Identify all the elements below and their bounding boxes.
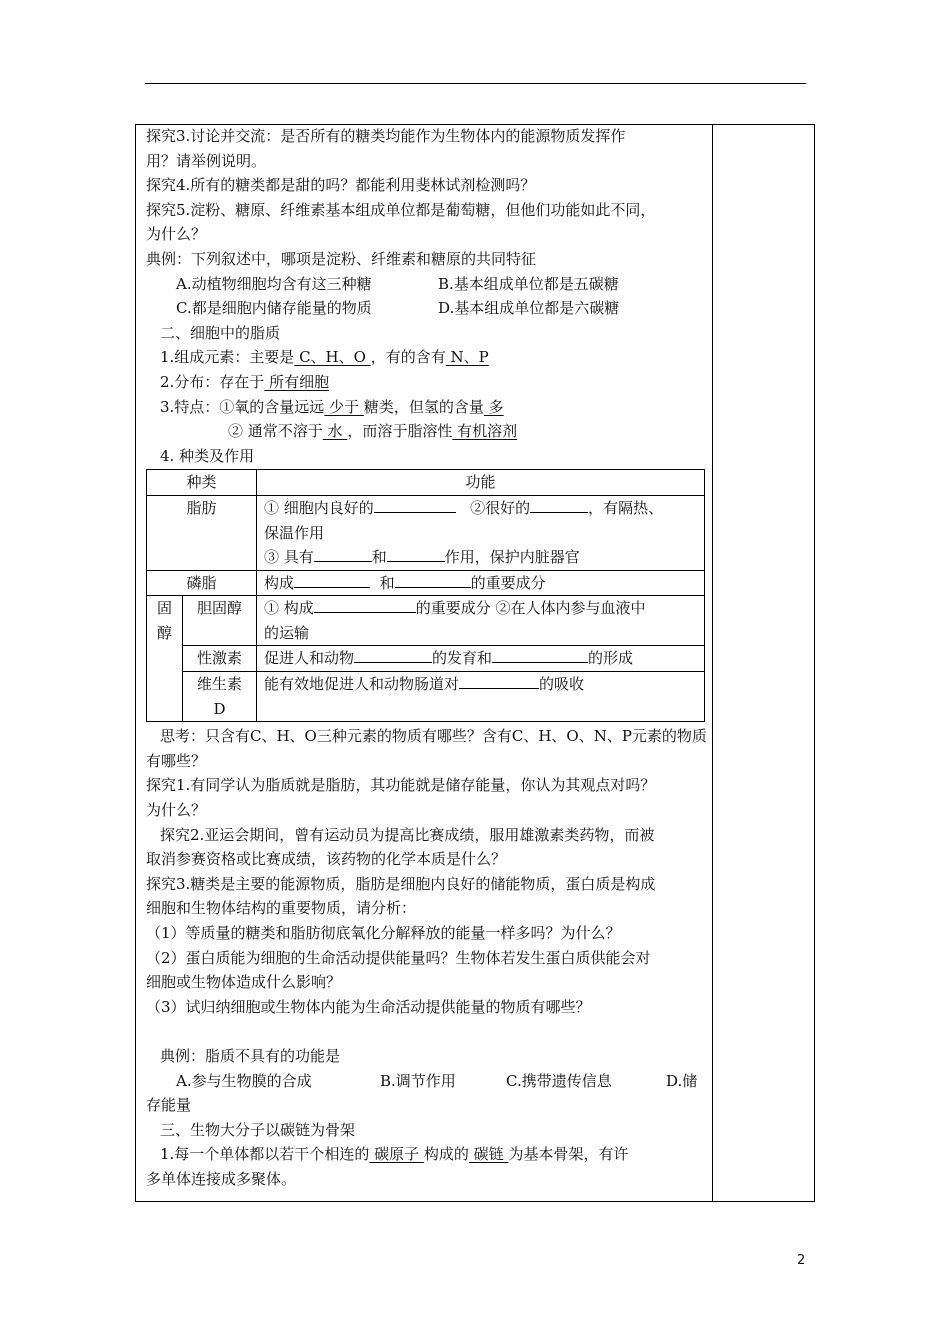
notes-column-divider xyxy=(712,124,713,1202)
fill-blank[interactable] xyxy=(387,547,445,562)
example1-stem: 典例：下列叙述中，哪项是淀粉、纤维素和糖原的共同特征 xyxy=(146,249,537,268)
q4-line: 探究4.所有的糖类都是甜的吗？都能利用斐林试剂检测吗？ xyxy=(146,176,536,195)
fill-blank[interactable] xyxy=(530,498,588,513)
lipid-distribution: 2.分布：存在于 所有细胞 xyxy=(160,372,330,391)
sub-question-1: （1）等质量的糖类和脂肪彻底氧化分解释放的能量一样多吗？为什么？ xyxy=(146,924,621,942)
header-function: 功能 xyxy=(257,470,705,496)
answer-np: N、P xyxy=(445,348,489,367)
think-line2: 有哪些？ xyxy=(146,751,207,770)
option-c: C.携带遗传信息 xyxy=(506,1071,612,1090)
answer-less: 少于 xyxy=(324,397,364,416)
row-fat-function: ① 细胞内良好的 ②很好的 ，有隔热、 保温作用 ③ 具有 和 作用，保护内脏器官 xyxy=(257,495,705,570)
option-c: C.都是细胞内储存能量的物质 xyxy=(176,299,372,318)
answer-more: 多 xyxy=(483,397,504,416)
option-d: D.储 xyxy=(666,1071,698,1090)
example2-options xyxy=(146,1069,706,1094)
carbon-chain-line2: 多单体连接成多聚体。 xyxy=(146,1169,297,1188)
lipid-heading: 二、细胞中的脂质 xyxy=(160,323,281,342)
row-cholesterol-label: 胆固醇 xyxy=(183,596,257,646)
carbon-chain-line1: 1.每一个单体都以若干个相连的 碳原子 构成的 碳链 为基本骨架，有许 xyxy=(160,1145,629,1164)
option-d: D.基本组成单位都是六碳糖 xyxy=(438,299,620,318)
header-type: 种类 xyxy=(147,470,257,496)
fill-blank[interactable] xyxy=(492,648,588,663)
example1-options-cd xyxy=(146,296,706,321)
q5-line2: 为什么？ xyxy=(146,225,207,244)
lipid-types-heading: 4. 种类及作用 xyxy=(160,446,255,465)
sub-question-2-line2: 细胞或生物体造成什么影响？ xyxy=(146,973,342,992)
row-sex-hormone-function: 促进人和动物 的发育和 的形成 xyxy=(257,646,705,672)
q5-line1: 探究5.淀粉、糖原、纤维素基本组成单位都是葡萄糖，但他们功能如此不同， xyxy=(146,200,656,219)
fill-blank[interactable] xyxy=(314,598,416,613)
answer-water: 水 xyxy=(322,422,348,441)
fill-blank[interactable] xyxy=(314,547,372,562)
example1-options-ab xyxy=(146,272,706,297)
page-number: 2 xyxy=(797,1253,806,1268)
option-b: B.调节作用 xyxy=(380,1071,456,1090)
q3-line2: 用？请举例说明。 xyxy=(146,151,267,170)
worksheet-content xyxy=(146,124,706,1192)
sub-question-3: （3）试归纳细胞或生物体内能为生命活动提供能量的物质有哪些？ xyxy=(146,997,591,1016)
row-phospholipid-label: 磷脂 xyxy=(147,570,257,596)
header-rule xyxy=(145,83,806,84)
fill-blank[interactable] xyxy=(294,573,370,588)
answer-carbon-chain: 碳链 xyxy=(468,1145,509,1164)
fill-blank[interactable] xyxy=(395,573,471,588)
p3-line2: 细胞和生物体结构的重要物质，请分析： xyxy=(146,899,417,918)
row-vitamin-d-function: 能有效地促进人和动物肠道对 的吸收 xyxy=(257,672,705,722)
answer-cho: C、H、O xyxy=(294,348,371,367)
sub-question-2-line1: （2）蛋白质能为细胞的生命活动提供能量吗？生物体若发生蛋白质供能会对 xyxy=(146,948,651,967)
q3-line1: 探究3.讨论并交流：是否所有的糖类均能作为生物体内的能源物质发挥作 xyxy=(146,127,626,145)
p2-line2: 取消参赛资格或比赛成绩，该药物的化学本质是什么？ xyxy=(146,850,507,869)
example2-option-d-cont: 存能量 xyxy=(146,1096,192,1115)
answer-all-cells: 所有细胞 xyxy=(264,372,330,391)
lipid-types-table xyxy=(146,469,705,722)
fill-blank[interactable] xyxy=(459,674,539,689)
p3-line1: 探究3.糖类是主要的能源物质，脂肪是细胞内良好的储能物质，蛋白质是构成 xyxy=(146,874,656,893)
row-fat-label: 脂肪 xyxy=(147,495,257,570)
option-b: B.基本组成单位都是五碳糖 xyxy=(438,274,619,293)
answer-organic-solvent: 有机溶剂 xyxy=(452,422,518,441)
row-sex-hormone-label: 性激素 xyxy=(183,646,257,672)
think-line1: 思考：只含有C、H、O三种元素的物质有哪些？含有C、H、O、N、P元素的物质 xyxy=(160,727,707,746)
fill-blank[interactable] xyxy=(374,498,456,513)
row-cholesterol-function: ① 构成 的重要成分 ②在人体内参与血液中 的运输 xyxy=(257,596,705,646)
row-sterol-label: 固 醇 xyxy=(147,596,183,722)
row-phospholipid-function: 构成 和 的重要成分 xyxy=(257,570,705,596)
p1-line1: 探究1.有同学认为脂质就是脂肪，其功能就是储存能量，你认为其观点对吗？ xyxy=(146,776,656,795)
row-vitamin-d-label: 维生素 D xyxy=(183,672,257,722)
lipid-elements: 1.组成元素：主要是 C、H、O ，有的含有 N、P xyxy=(160,348,489,367)
option-a: A.动植物细胞均含有这三种糖 xyxy=(176,274,372,293)
answer-carbon-atoms: 碳原子 xyxy=(369,1145,424,1164)
lipid-feature1: 3.特点：①氧的含量远远 少于 糖类，但氢的含量 多 xyxy=(160,397,504,416)
fill-blank[interactable] xyxy=(354,648,432,663)
lipid-feature2: ② 通常不溶于 水 ，而溶于脂溶性 有机溶剂 xyxy=(228,422,518,441)
carbon-chain-heading: 三、生物大分子以碳链为骨架 xyxy=(160,1120,356,1139)
example2-stem: 典例：脂质不具有的功能是 xyxy=(160,1046,341,1065)
p1-line2: 为什么？ xyxy=(146,801,207,820)
option-a: A.参与生物膜的合成 xyxy=(176,1071,312,1090)
blank-line xyxy=(146,1019,706,1044)
p2-line1: 探究2.亚运会期间，曾有运动员为提高比赛成绩，服用雄激素类药物，而被 xyxy=(160,825,655,844)
